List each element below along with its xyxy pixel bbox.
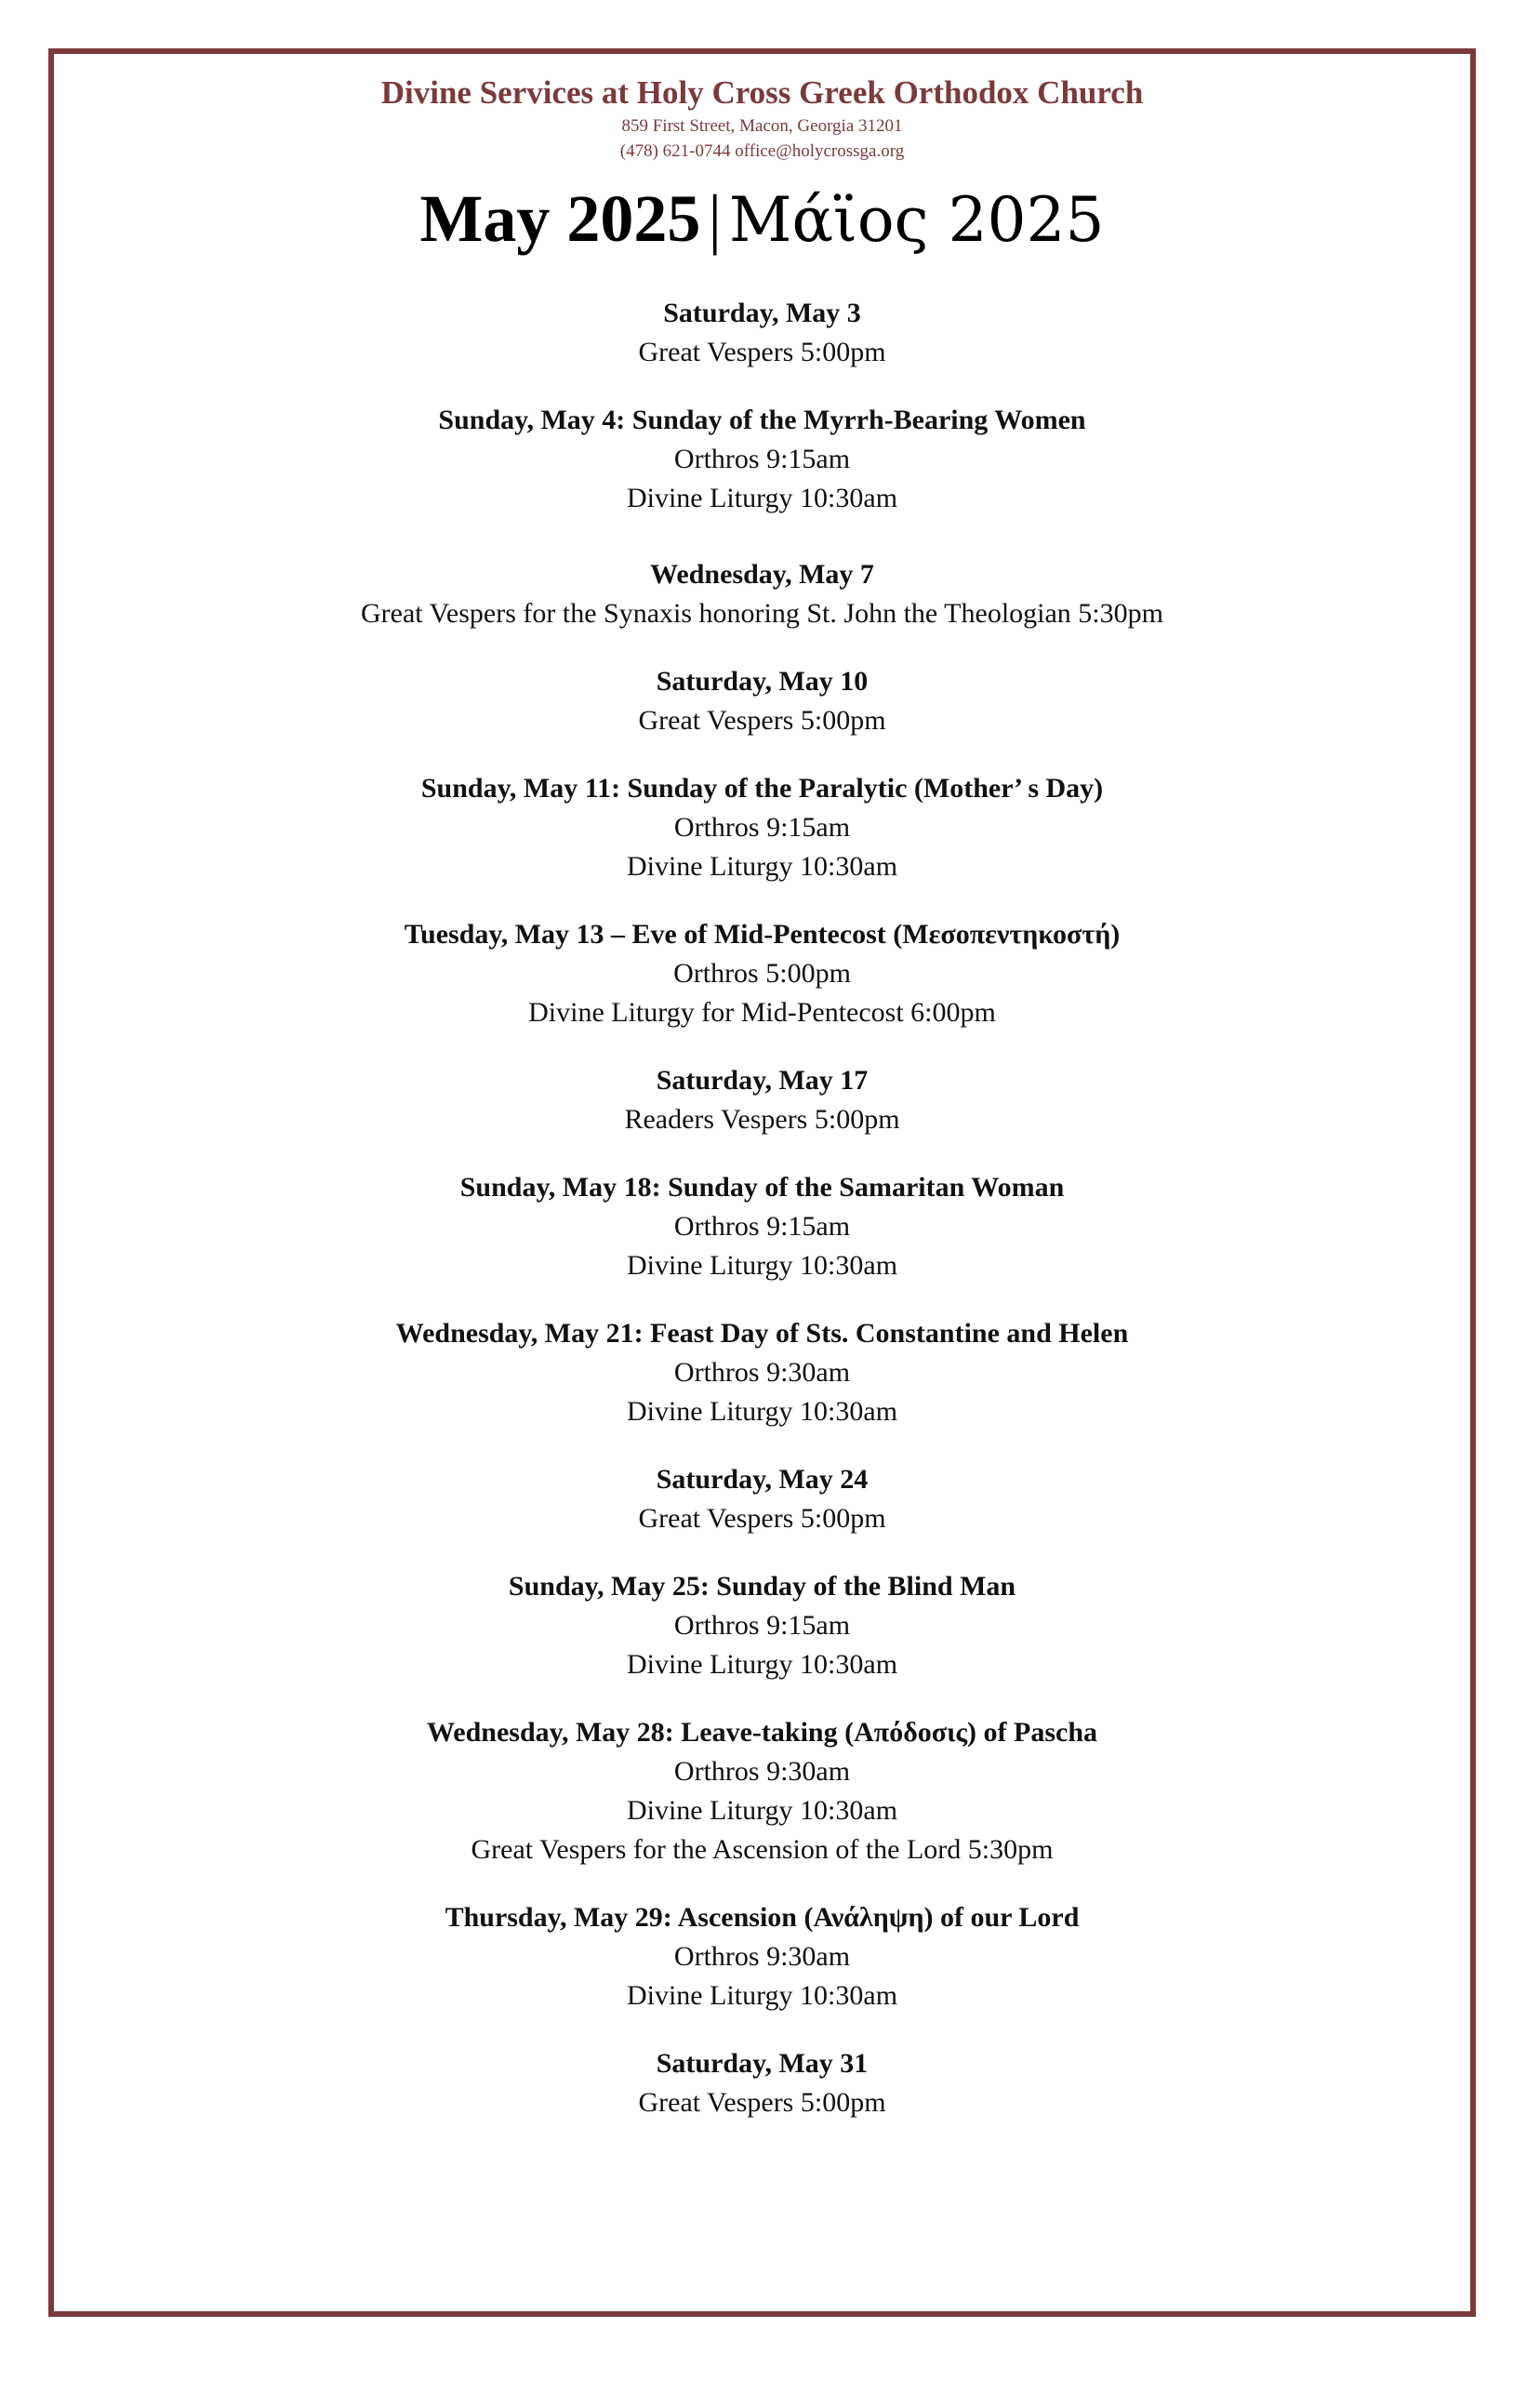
event-item bbox=[54, 401, 1470, 518]
event-heading: Saturday, May 31 bbox=[656, 2048, 869, 2079]
event-service: Orthros 9:15am bbox=[673, 812, 851, 843]
event-service: Orthros 9:30am bbox=[673, 1756, 851, 1787]
church-contact: (478) 621-0744 office@holycrossga.org bbox=[619, 141, 905, 161]
event-service: Readers Vespers 5:00pm bbox=[624, 1104, 900, 1135]
event-service: Great Vespers 5:00pm bbox=[638, 2087, 886, 2118]
event-item bbox=[54, 1567, 1470, 1684]
church-address: 859 First Street, Macon, Georgia 31201 bbox=[621, 116, 903, 136]
event-service: Orthros 9:30am bbox=[673, 1357, 851, 1388]
schedule-page bbox=[54, 54, 1470, 2151]
event-item bbox=[54, 1168, 1470, 1285]
event-item bbox=[54, 769, 1470, 886]
event-item bbox=[54, 2044, 1470, 2122]
event-service: Divine Liturgy 10:30am bbox=[626, 851, 898, 882]
title-greek: Μάϊος 2025 bbox=[728, 184, 1105, 256]
event-service: Great Vespers for the Ascension of the Lord 5:30pm bbox=[471, 1834, 1054, 1865]
event-service: Great Vespers 5:00pm bbox=[638, 705, 886, 736]
event-service: Divine Liturgy 10:30am bbox=[626, 483, 898, 513]
event-service: Great Vespers for the Synaxis honoring St. John the Theologian 5:30pm bbox=[361, 598, 1163, 629]
event-heading: Saturday, May 24 bbox=[656, 1464, 869, 1495]
event-service: Divine Liturgy 10:30am bbox=[626, 1795, 898, 1826]
event-heading: Wednesday, May 28: Leave-taking (Απόδοσις) of Pascha bbox=[426, 1717, 1098, 1748]
event-item bbox=[54, 294, 1470, 372]
event-item bbox=[54, 1898, 1470, 2015]
title-separator: | bbox=[708, 181, 722, 256]
event-heading: Tuesday, May 13 – Eve of Mid-Pentecost (Μεσοπεντηκοστή) bbox=[404, 919, 1121, 950]
event-service: Divine Liturgy 10:30am bbox=[626, 1250, 898, 1281]
event-item bbox=[54, 662, 1470, 740]
event-heading: Saturday, May 10 bbox=[656, 666, 869, 697]
page-title bbox=[54, 179, 1470, 260]
event-heading: Sunday, May 4: Sunday of the Myrrh-Bearing Women bbox=[438, 405, 1086, 435]
event-service: Orthros 9:15am bbox=[673, 444, 851, 474]
event-service: Divine Liturgy 10:30am bbox=[626, 1649, 898, 1680]
event-service: Orthros 9:15am bbox=[673, 1610, 851, 1641]
event-service: Divine Liturgy 10:30am bbox=[626, 1396, 898, 1427]
event-service: Divine Liturgy for Mid-Pentecost 6:00pm bbox=[528, 997, 996, 1028]
event-heading: Saturday, May 17 bbox=[656, 1065, 869, 1096]
event-heading: Sunday, May 18: Sunday of the Samaritan Woman bbox=[459, 1172, 1065, 1203]
church-name: Divine Services at Holy Cross Greek Orthodox Church bbox=[380, 74, 1144, 111]
events-list bbox=[54, 294, 1470, 2122]
event-heading: Wednesday, May 21: Feast Day of Sts. Constantine and Helen bbox=[395, 1318, 1129, 1349]
event-heading: Sunday, May 25: Sunday of the Blind Man bbox=[508, 1571, 1016, 1602]
event-item bbox=[54, 555, 1470, 633]
event-service: Great Vespers 5:00pm bbox=[638, 337, 886, 367]
event-service: Great Vespers 5:00pm bbox=[638, 1503, 886, 1534]
event-item bbox=[54, 1460, 1470, 1538]
event-item bbox=[54, 1061, 1470, 1139]
event-heading: Wednesday, May 7 bbox=[650, 559, 874, 590]
event-item bbox=[54, 1314, 1470, 1431]
event-service: Orthros 5:00pm bbox=[673, 958, 851, 989]
event-heading: Sunday, May 11: Sunday of the Paralytic (Mother’ s Day) bbox=[420, 773, 1104, 804]
event-heading: Thursday, May 29: Ascension (Ανάληψη) of our Lord bbox=[445, 1902, 1080, 1933]
event-item bbox=[54, 1713, 1470, 1869]
event-service: Divine Liturgy 10:30am bbox=[626, 1980, 898, 2011]
title-english: May 2025 bbox=[419, 181, 701, 256]
event-service: Orthros 9:15am bbox=[673, 1211, 851, 1242]
event-service: Orthros 9:30am bbox=[673, 1941, 851, 1972]
event-heading: Saturday, May 3 bbox=[663, 298, 861, 328]
event-item bbox=[54, 915, 1470, 1032]
